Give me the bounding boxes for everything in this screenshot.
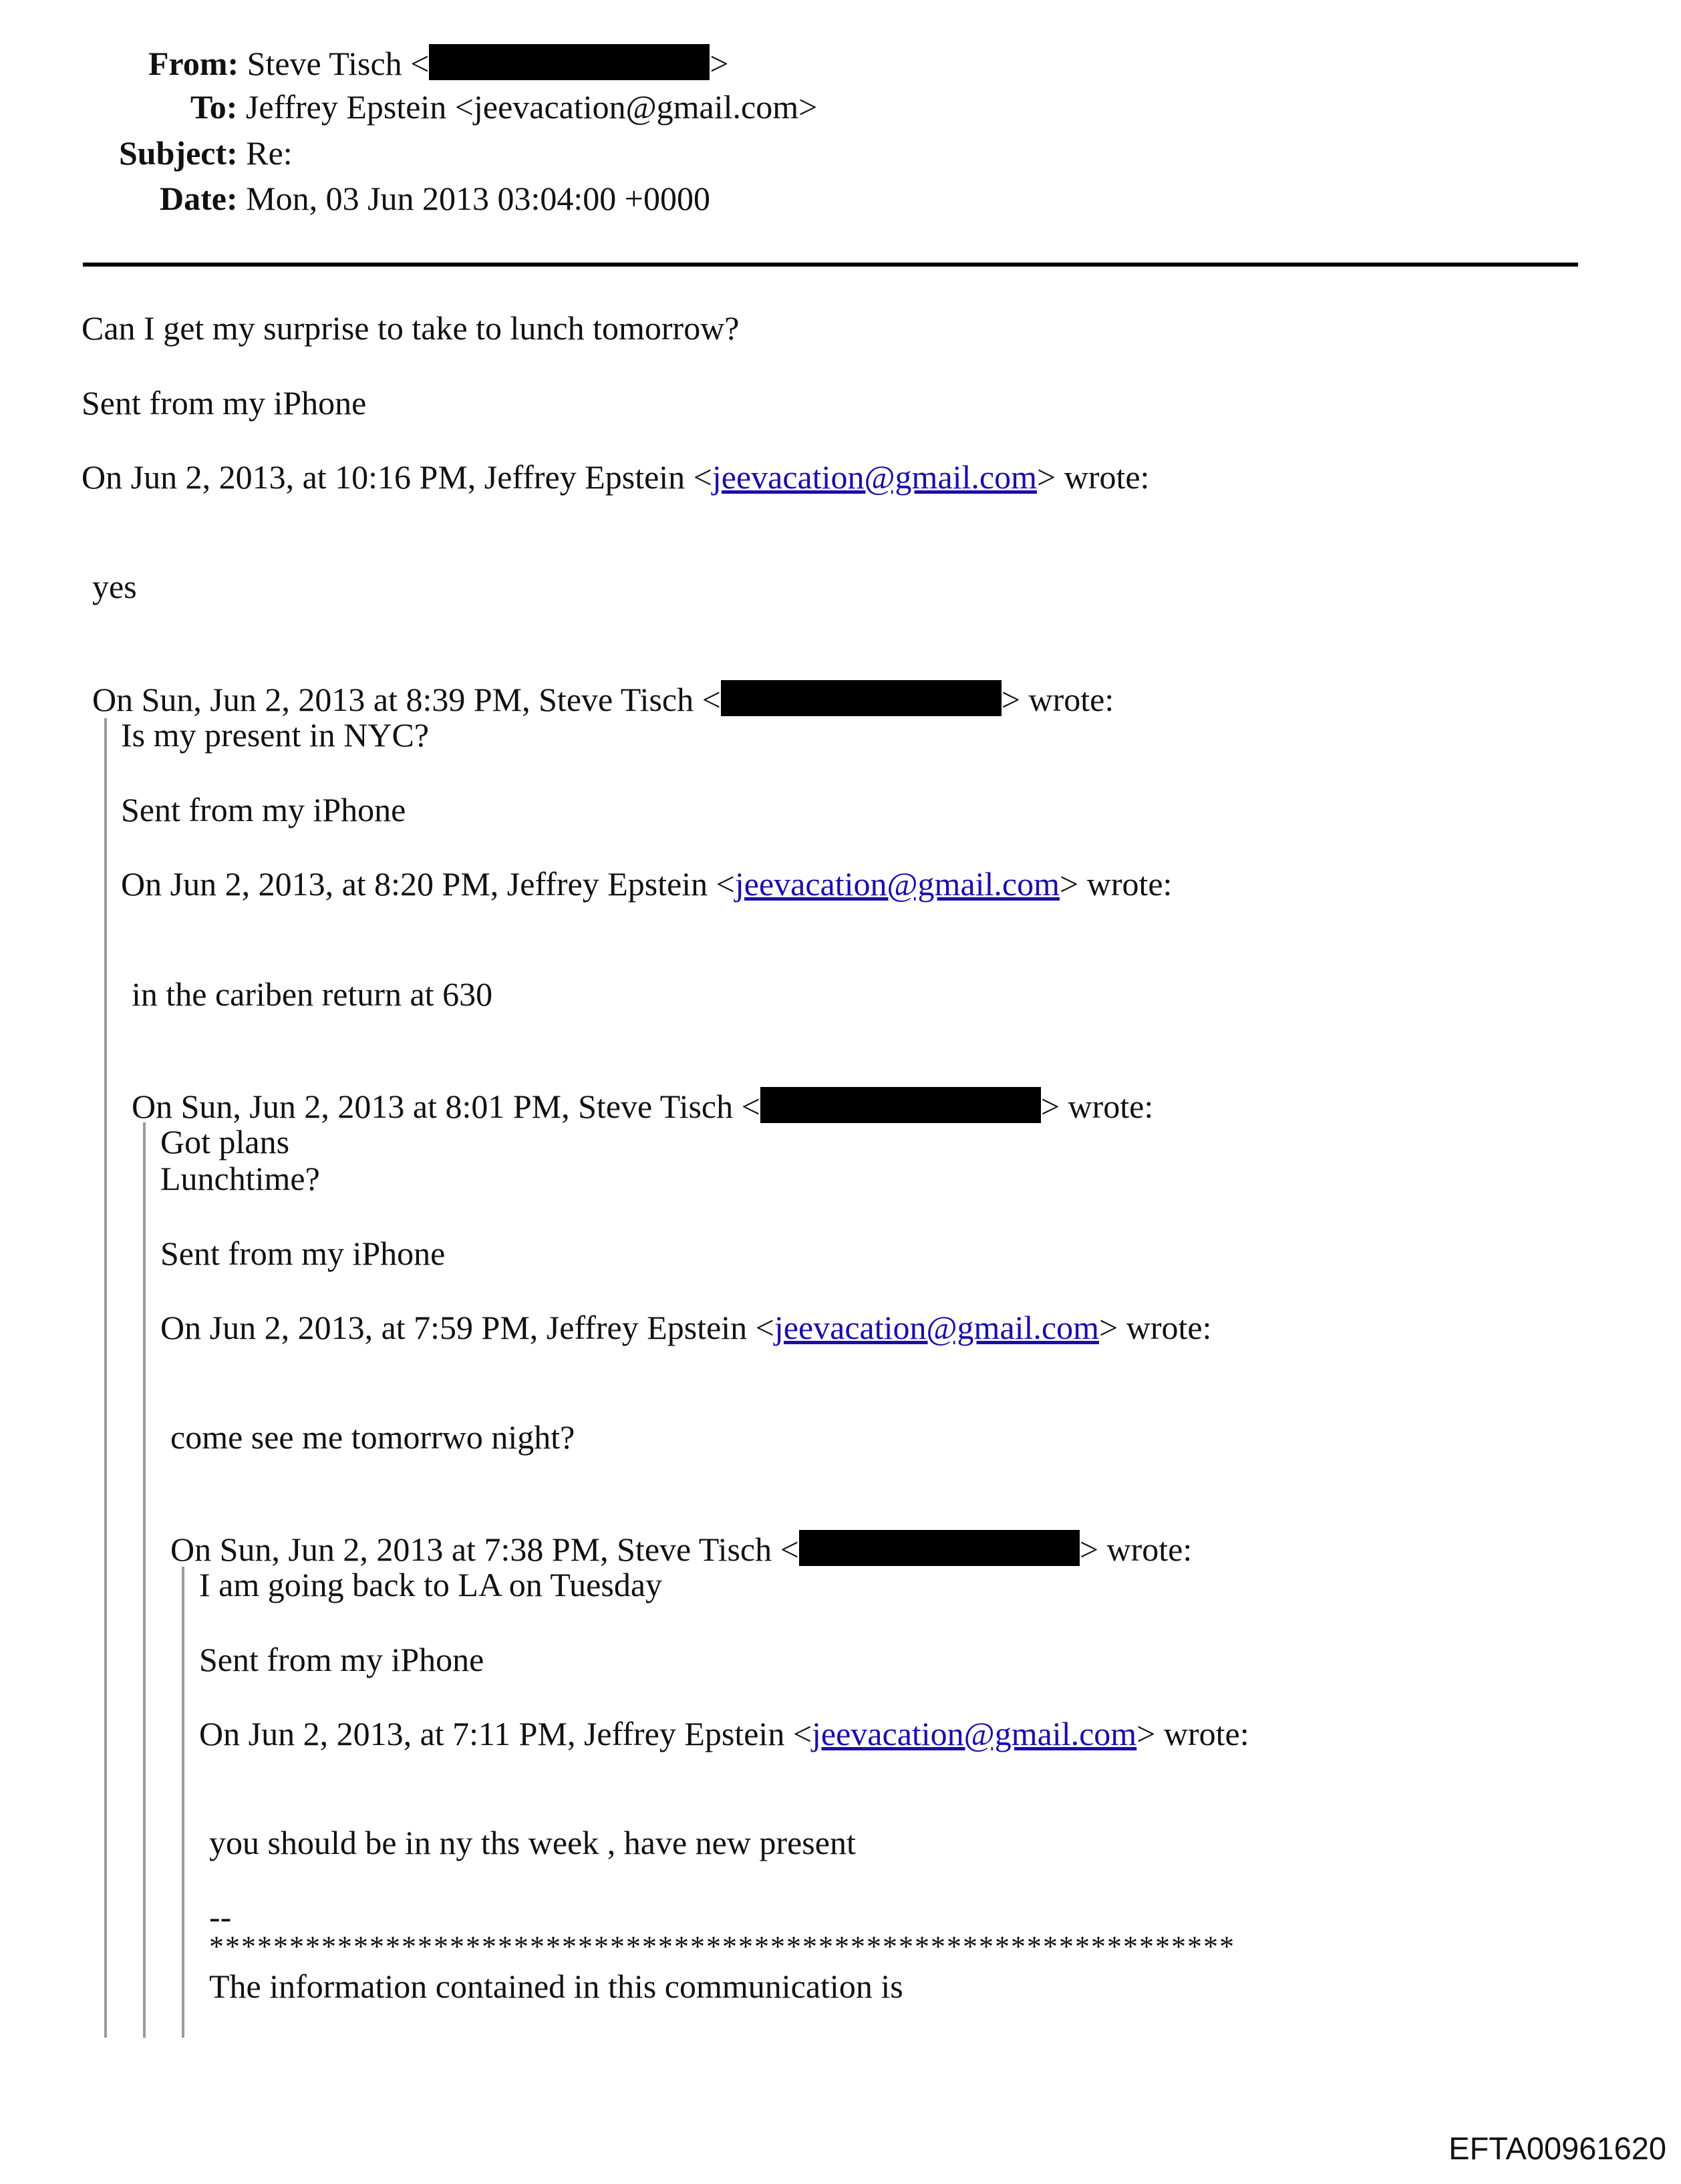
- signature-2: Sent from my iPhone: [121, 791, 406, 828]
- quote-bar-level-1: [104, 718, 107, 2038]
- header-divider: [83, 263, 1578, 267]
- quote-intro-4-text: On Sun, Jun 2, 2013 at 8:01 PM, Steve Tisch <: [132, 1088, 760, 1125]
- email-link-5[interactable]: jeevacation@gmail.com: [774, 1309, 1100, 1346]
- from-value: Steve Tisch <: [247, 45, 430, 82]
- quote-intro-5-text: On Jun 2, 2013, at 7:59 PM, Jeffrey Epstein <: [160, 1309, 774, 1346]
- redaction-bar: [429, 44, 710, 80]
- quote-intro-1-text: On Jun 2, 2013, at 10:16 PM, Jeffrey Epstein <: [82, 458, 712, 496]
- subject-value: Re:: [246, 134, 293, 172]
- quote-intro-1: [82, 460, 1149, 494]
- from-close: >: [710, 45, 729, 82]
- quote-bar-level-2: [143, 1122, 146, 2038]
- to-value: Jeffrey Epstein <jeevacation@gmail.com>: [245, 88, 818, 126]
- quote-intro-2: [92, 680, 1114, 716]
- quote-text-6: I am going back to LA on Tuesday: [199, 1566, 663, 1603]
- to-line: [190, 90, 817, 124]
- from-label: From:: [148, 45, 239, 82]
- quote-intro-3: [121, 867, 1172, 901]
- signature-6: Sent from my iPhone: [199, 1641, 484, 1678]
- quote-intro-7-tail: > wrote:: [1136, 1715, 1249, 1752]
- date-line: [160, 182, 710, 215]
- quote-intro-2-tail: > wrote:: [1001, 681, 1114, 718]
- date-label: Date:: [160, 180, 238, 217]
- quote-text-5: come see me tomorrwo night?: [170, 1418, 575, 1456]
- quote-intro-5-tail: > wrote:: [1099, 1309, 1212, 1346]
- quote-intro-6: [170, 1530, 1192, 1566]
- quote-intro-5: [160, 1311, 1211, 1344]
- quote-intro-7-text: On Jun 2, 2013, at 7:11 PM, Jeffrey Epstein <: [199, 1715, 812, 1752]
- body-line-1: Can I get my surprise to take to lunch tomorrow?: [82, 309, 740, 347]
- date-value: Mon, 03 Jun 2013 03:04:00 +0000: [246, 180, 711, 217]
- quote-intro-4: [132, 1087, 1153, 1123]
- subject-label: Subject:: [119, 134, 238, 172]
- quote-intro-2-text: On Sun, Jun 2, 2013 at 8:39 PM, Steve Tisch <: [92, 681, 721, 718]
- quote-text-2: Is my present in NYC?: [121, 716, 430, 754]
- quote-intro-3-tail: > wrote:: [1060, 865, 1173, 903]
- subject-line: [119, 136, 293, 170]
- from-line: [148, 44, 729, 80]
- redaction-bar: [721, 680, 1002, 716]
- redaction-bar: [799, 1530, 1080, 1566]
- email-link-7[interactable]: jeevacation@gmail.com: [812, 1715, 1137, 1752]
- signature-4: Sent from my iPhone: [160, 1235, 446, 1272]
- quote-intro-7: [199, 1717, 1249, 1750]
- quote-text-4a: Got plans: [160, 1123, 290, 1160]
- email-link-1[interactable]: jeevacation@gmail.com: [712, 458, 1038, 496]
- quote-intro-6-tail: > wrote:: [1079, 1531, 1193, 1568]
- quote-text-4b: Lunchtime?: [160, 1160, 320, 1197]
- to-label: To:: [190, 88, 238, 126]
- quote-text-3: in the cariben return at 630: [132, 975, 493, 1013]
- quote-intro-3-text: On Jun 2, 2013, at 8:20 PM, Jeffrey Epstein <: [121, 865, 735, 903]
- signature-separator: --: [209, 1898, 232, 1935]
- quote-text-1: yes: [92, 568, 137, 605]
- quote-text-7: you should be in ny ths week , have new present: [209, 1824, 856, 1861]
- asterisk-divider: ****************************************************************: [209, 1930, 1235, 1963]
- document-id: EFTA00961620: [1448, 2131, 1666, 2166]
- disclaimer-text: The information contained in this communication is: [209, 1968, 903, 2005]
- quote-bar-level-3: [182, 1567, 184, 2038]
- redaction-bar: [760, 1087, 1041, 1123]
- quote-intro-1-tail: > wrote:: [1037, 458, 1150, 496]
- quote-intro-6-text: On Sun, Jun 2, 2013 at 7:38 PM, Steve Tisch <: [170, 1531, 799, 1568]
- email-link-3[interactable]: jeevacation@gmail.com: [734, 865, 1060, 903]
- quote-intro-4-tail: > wrote:: [1040, 1088, 1154, 1125]
- signature-1: Sent from my iPhone: [82, 384, 367, 422]
